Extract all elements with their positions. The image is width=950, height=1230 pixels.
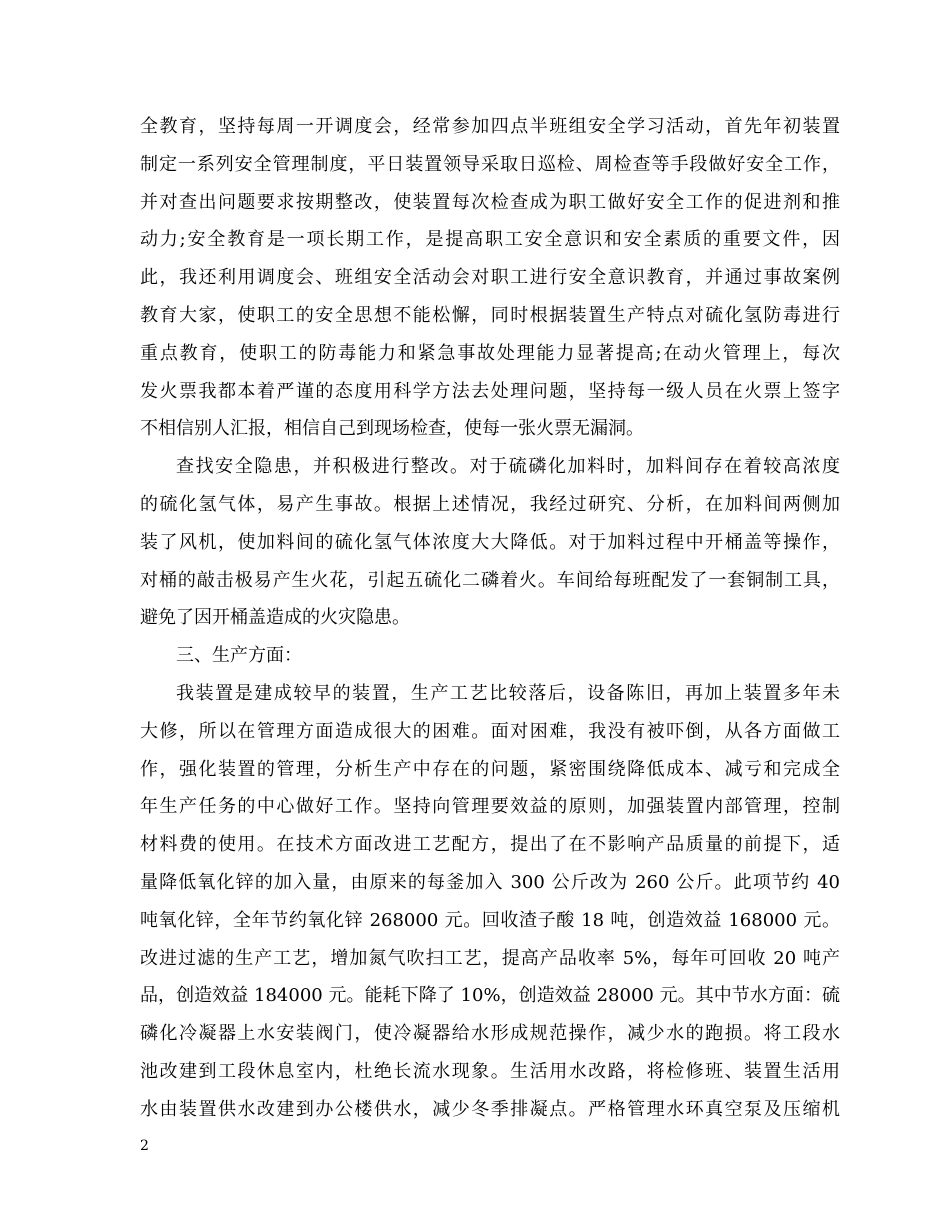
text-line: 水由装置供水改建到办公楼供水，减少冬季排凝点。严格管理水环真空泵及压缩机 [140, 1098, 840, 1120]
text-line: 我装置是建成较早的装置，生产工艺比较落后，设备陈旧，再加上装置多年未 [176, 682, 840, 704]
text-line: 磷化冷凝器上水安装阀门，使冷凝器给水形成规范操作，减少水的跑损。将工段水 [140, 1023, 840, 1045]
paragraph [140, 448, 840, 637]
paragraph [140, 637, 840, 675]
body-text [140, 108, 840, 1129]
paragraph [140, 675, 840, 1129]
text-line: 池改建到工段休息室内，杜绝长流水现象。生活用水改路，将检修班、装置生活用 [140, 1060, 840, 1082]
text-line: 大修，所以在管理方面造成很大的困难。面对困难，我没有被吓倒，从各方面做工 [140, 720, 840, 742]
text-line: 制定一系列安全管理制度，平日装置领导采取日巡检、周检查等手段做好安全工作， [140, 153, 840, 175]
text-line: 量降低氧化锌的加入量，由原来的每釜加入 300 公斤改为 260 公斤。此项节约 40 [140, 871, 840, 893]
text-line: 避免了因开桶盖造成的火灾隐患。 [140, 607, 410, 629]
text-line: 对桶的敲击极易产生火花，引起五硫化二磷着火。车间给每班配发了一套铜制工具， [140, 569, 840, 591]
text-line: 发火票我都本着严谨的态度用科学方法去处理问题，坚持每一级人员在火票上签字 [140, 380, 840, 402]
text-line: 的硫化氢气体，易产生事故。根据上述情况，我经过研究、分析，在加料间两侧加 [140, 493, 840, 515]
text-line: 改进过滤的生产工艺，增加氮气吹扫工艺，提高产品收率 5%，每年可回收 20 吨产 [140, 947, 840, 969]
text-line: 装了风机，使加料间的硫化氢气体浓度大大降低。对于加料过程中开桶盖等操作， [140, 531, 840, 553]
text-line: 并对查出问题要求按期整改，使装置每次检查成为职工做好安全工作的促进剂和推 [140, 191, 840, 213]
page-number: 2 [140, 1138, 149, 1154]
text-line: 重点教育，使职工的防毒能力和紧急事故处理能力显著提高;在动火管理上，每次 [140, 342, 840, 364]
text-line: 不相信别人汇报，相信自己到现场检查，使每一张火票无漏洞。 [140, 418, 644, 440]
text-line: 材料费的使用。在技术方面改进工艺配方，提出了在不影响产品质量的前提下，适 [140, 834, 840, 856]
text-line: 作，强化装置的管理，分析生产中存在的问题，紧密围绕降低成本、减亏和完成全 [140, 758, 840, 780]
text-line: 年生产任务的中心做好工作。坚持向管理要效益的原则，加强装置内部管理，控制 [140, 796, 840, 818]
text-line: 全教育，坚持每周一开调度会，经常参加四点半班组安全学习活动，首先年初装置 [140, 116, 840, 137]
text-line: 教育大家，使职工的安全思想不能松懈，同时根据装置生产特点对硫化氢防毒进行 [140, 304, 840, 326]
text-line: 三、生产方面： [176, 645, 302, 667]
paragraph [140, 108, 840, 448]
text-line: 品，创造效益 184000 元。能耗下降了 10%，创造效益 28000 元。其中节水方面：硫 [140, 985, 840, 1007]
text-line: 此，我还利用调度会、班组安全活动会对职工进行安全意识教育，并通过事故案例 [140, 267, 840, 289]
text-line: 动力;安全教育是一项长期工作，是提高职工安全意识和安全素质的重要文件，因 [140, 229, 840, 251]
text-line: 查找安全隐患，并积极进行整改。对于硫磷化加料时，加料间存在着较高浓度 [176, 456, 840, 478]
text-line: 吨氧化锌，全年节约氧化锌 268000 元。回收渣子酸 18 吨，创造效益 168000 元。 [140, 909, 840, 931]
